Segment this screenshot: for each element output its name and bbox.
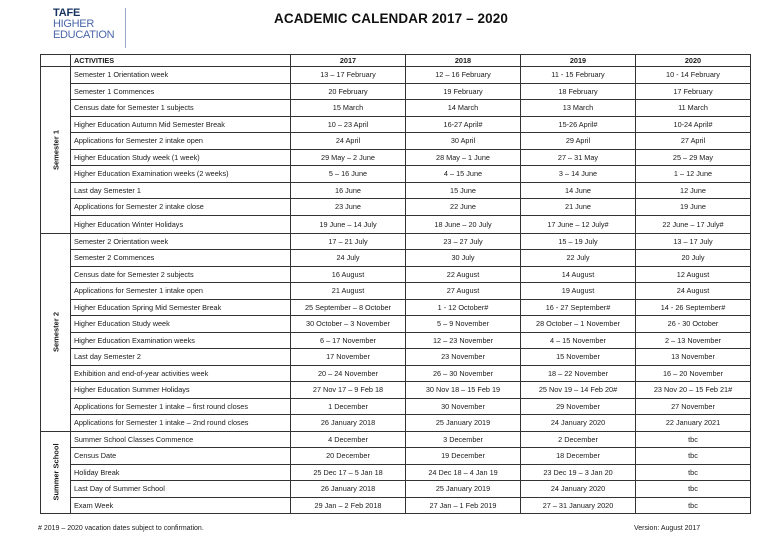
table-row: [41, 431, 751, 448]
activity-cell: Applications for Semester 1 intake – first round closes: [71, 398, 291, 415]
activity-cell: Applications for Semester 1 intake – 2nd round closes: [71, 415, 291, 432]
activity-cell: Semester 1 Orientation week: [71, 67, 291, 84]
date-cell: 14 June: [521, 182, 636, 199]
table-row: [41, 398, 751, 415]
table-row: [41, 349, 751, 366]
date-cell: 30 October – 3 November: [291, 316, 406, 333]
date-cell: 18 February: [521, 83, 636, 100]
table-header-row: [41, 55, 751, 67]
date-cell: 24 July: [291, 250, 406, 267]
date-cell: tbc: [636, 464, 751, 481]
date-cell: 15-26 April#: [521, 116, 636, 133]
date-cell: tbc: [636, 448, 751, 465]
table-row: [41, 448, 751, 465]
date-cell: 16 August: [291, 266, 406, 283]
page-title: ACADEMIC CALENDAR 2017 – 2020: [274, 11, 508, 26]
activity-cell: Last day Semester 2: [71, 349, 291, 366]
date-cell: 4 – 15 June: [406, 166, 521, 183]
activity-cell: Higher Education Summer Holidays: [71, 382, 291, 399]
date-cell: 20 February: [291, 83, 406, 100]
date-cell: 24 April: [291, 133, 406, 150]
date-cell: 14 August: [521, 266, 636, 283]
date-cell: 10 – 23 April: [291, 116, 406, 133]
header-2019: 2019: [521, 55, 636, 67]
table-row: [41, 166, 751, 183]
activity-cell: Higher Education Study week: [71, 316, 291, 333]
date-cell: 21 August: [291, 283, 406, 300]
date-cell: 25 January 2019: [406, 415, 521, 432]
header-blank: [41, 55, 71, 67]
date-cell: 19 June: [636, 199, 751, 216]
date-cell: 19 February: [406, 83, 521, 100]
header-2018: 2018: [406, 55, 521, 67]
activity-cell: Census Date: [71, 448, 291, 465]
date-cell: 25 – 29 May: [636, 149, 751, 166]
date-cell: 17 February: [636, 83, 751, 100]
logo-line-2: HIGHER: [53, 18, 94, 30]
date-cell: 13 March: [521, 100, 636, 117]
activity-cell: Higher Education Examination weeks: [71, 332, 291, 349]
activity-cell: Higher Education Autumn Mid Semester Break: [71, 116, 291, 133]
table-row: [41, 497, 751, 514]
date-cell: 16 – 20 November: [636, 365, 751, 382]
date-cell: 26 January 2018: [291, 415, 406, 432]
activity-cell: Applications for Semester 2 intake close: [71, 199, 291, 216]
date-cell: 28 October – 1 November: [521, 316, 636, 333]
date-cell: 2 – 13 November: [636, 332, 751, 349]
date-cell: 26 January 2018: [291, 481, 406, 498]
table-row: [41, 365, 751, 382]
date-cell: 22 June: [406, 199, 521, 216]
section-label-text: Summer School: [51, 443, 60, 501]
date-cell: 25 January 2019: [406, 481, 521, 498]
date-cell: 29 April: [521, 133, 636, 150]
activity-cell: Higher Education Winter Holidays: [71, 215, 291, 233]
activity-cell: Semester 2 Orientation week: [71, 233, 291, 250]
date-cell: 17 June – 12 July#: [521, 215, 636, 233]
date-cell: 20 July: [636, 250, 751, 267]
date-cell: 11 March: [636, 100, 751, 117]
date-cell: 3 – 14 June: [521, 166, 636, 183]
activity-cell: Higher Education Study week (1 week): [71, 149, 291, 166]
date-cell: 17 – 21 July: [291, 233, 406, 250]
section-label: [41, 67, 71, 234]
date-cell: 5 – 16 June: [291, 166, 406, 183]
table-row: [41, 481, 751, 498]
date-cell: 19 June – 14 July: [291, 215, 406, 233]
date-cell: 22 August: [406, 266, 521, 283]
date-cell: 10-24 April#: [636, 116, 751, 133]
date-cell: 16 - 27 September#: [521, 299, 636, 316]
date-cell: 23 – 27 July: [406, 233, 521, 250]
date-cell: 27 August: [406, 283, 521, 300]
logo-divider: [125, 8, 126, 48]
date-cell: 30 July: [406, 250, 521, 267]
activity-cell: Semester 1 Commences: [71, 83, 291, 100]
activity-cell: Exam Week: [71, 497, 291, 514]
table-row: [41, 415, 751, 432]
date-cell: 16-27 April#: [406, 116, 521, 133]
date-cell: 1 December: [291, 398, 406, 415]
section-label-text: Semester 1: [51, 129, 60, 170]
date-cell: 22 January 2021: [636, 415, 751, 432]
date-cell: 23 June: [291, 199, 406, 216]
date-cell: 15 March: [291, 100, 406, 117]
logo-line-3: EDUCATION: [53, 29, 115, 41]
date-cell: 12 – 23 November: [406, 332, 521, 349]
section-label: [41, 233, 71, 431]
date-cell: 22 June – 17 July#: [636, 215, 751, 233]
date-cell: 25 September – 8 October: [291, 299, 406, 316]
table-row: [41, 250, 751, 267]
date-cell: 18 – 22 November: [521, 365, 636, 382]
date-cell: 11 - 15 February: [521, 67, 636, 84]
date-cell: 2 December: [521, 431, 636, 448]
section-label-text: Semester 2: [51, 311, 60, 353]
activity-cell: Higher Education Spring Mid Semester Break: [71, 299, 291, 316]
table-row: [41, 316, 751, 333]
date-cell: 23 Nov 20 – 15 Feb 21#: [636, 382, 751, 399]
date-cell: 30 April: [406, 133, 521, 150]
date-cell: 27 Nov 17 – 9 Feb 18: [291, 382, 406, 399]
header-2020: 2020: [636, 55, 751, 67]
date-cell: 4 December: [291, 431, 406, 448]
table-row: [41, 464, 751, 481]
table-row: [41, 299, 751, 316]
date-cell: tbc: [636, 497, 751, 514]
table-row: [41, 100, 751, 117]
date-cell: 17 November: [291, 349, 406, 366]
date-cell: 15 November: [521, 349, 636, 366]
date-cell: 27 Jan – 1 Feb 2019: [406, 497, 521, 514]
table-row: [41, 233, 751, 250]
logo-line-1: TAFE: [53, 7, 81, 19]
academic-calendar-table: [40, 54, 751, 514]
version-label: Version: August 2017: [634, 525, 701, 532]
date-cell: 30 November: [406, 398, 521, 415]
activity-cell: Semester 2 Commences: [71, 250, 291, 267]
table-row: [41, 215, 751, 233]
date-cell: 26 – 30 November: [406, 365, 521, 382]
date-cell: 6 – 17 November: [291, 332, 406, 349]
activity-cell: Census date for Semester 2 subjects: [71, 266, 291, 283]
date-cell: 15 June: [406, 182, 521, 199]
activity-cell: Last day Semester 1: [71, 182, 291, 199]
date-cell: 1 – 12 June: [636, 166, 751, 183]
date-cell: 29 May – 2 June: [291, 149, 406, 166]
activity-cell: Summer School Classes Commence: [71, 431, 291, 448]
activity-cell: Applications for Semester 2 intake open: [71, 133, 291, 150]
table-row: [41, 67, 751, 84]
table-row: [41, 149, 751, 166]
date-cell: 15 – 19 July: [521, 233, 636, 250]
date-cell: 29 Jan – 2 Feb 2018: [291, 497, 406, 514]
date-cell: 23 November: [406, 349, 521, 366]
date-cell: 20 December: [291, 448, 406, 465]
footnote: # 2019 – 2020 vacation dates subject to confirmation.: [38, 525, 204, 532]
table-row: [41, 83, 751, 100]
date-cell: 19 August: [521, 283, 636, 300]
date-cell: 12 August: [636, 266, 751, 283]
table-row: [41, 332, 751, 349]
table-row: [41, 382, 751, 399]
activity-cell: Last Day of Summer School: [71, 481, 291, 498]
header-2017: 2017: [291, 55, 406, 67]
date-cell: 25 Dec 17 – 5 Jan 18: [291, 464, 406, 481]
date-cell: 30 Nov 18 – 15 Feb 19: [406, 382, 521, 399]
date-cell: 20 – 24 November: [291, 365, 406, 382]
date-cell: 26 - 30 October: [636, 316, 751, 333]
date-cell: 13 November: [636, 349, 751, 366]
table-row: [41, 199, 751, 216]
activity-cell: Census date for Semester 1 subjects: [71, 100, 291, 117]
date-cell: 21 June: [521, 199, 636, 216]
date-cell: 3 December: [406, 431, 521, 448]
date-cell: tbc: [636, 481, 751, 498]
date-cell: 13 – 17 February: [291, 67, 406, 84]
table-row: [41, 283, 751, 300]
date-cell: 5 – 9 November: [406, 316, 521, 333]
date-cell: 27 – 31 January 2020: [521, 497, 636, 514]
date-cell: 4 – 15 November: [521, 332, 636, 349]
table-row: [41, 266, 751, 283]
date-cell: 10 - 14 February: [636, 67, 751, 84]
date-cell: 19 December: [406, 448, 521, 465]
date-cell: 24 January 2020: [521, 481, 636, 498]
date-cell: 1 - 12 October#: [406, 299, 521, 316]
table-row: [41, 116, 751, 133]
date-cell: 12 June: [636, 182, 751, 199]
date-cell: 22 July: [521, 250, 636, 267]
activity-cell: Applications for Semester 1 intake open: [71, 283, 291, 300]
header-activities: ACTIVITIES: [71, 55, 291, 67]
date-cell: 24 August: [636, 283, 751, 300]
date-cell: 28 May – 1 June: [406, 149, 521, 166]
date-cell: 16 June: [291, 182, 406, 199]
date-cell: 12 – 16 February: [406, 67, 521, 84]
date-cell: 27 November: [636, 398, 751, 415]
date-cell: 24 Dec 18 – 4 Jan 19: [406, 464, 521, 481]
date-cell: 27 April: [636, 133, 751, 150]
date-cell: tbc: [636, 431, 751, 448]
table-row: [41, 182, 751, 199]
date-cell: 14 - 26 September#: [636, 299, 751, 316]
section-label: [41, 431, 71, 514]
date-cell: 27 – 31 May: [521, 149, 636, 166]
table-row: [41, 133, 751, 150]
date-cell: 25 Nov 19 – 14 Feb 20#: [521, 382, 636, 399]
tafe-logo: [53, 8, 133, 48]
activity-cell: Exhibition and end-of-year activities week: [71, 365, 291, 382]
date-cell: 23 Dec 19 – 3 Jan 20: [521, 464, 636, 481]
date-cell: 18 December: [521, 448, 636, 465]
date-cell: 18 June – 20 July: [406, 215, 521, 233]
date-cell: 29 November: [521, 398, 636, 415]
date-cell: 24 January 2020: [521, 415, 636, 432]
date-cell: 13 – 17 July: [636, 233, 751, 250]
activity-cell: Higher Education Examination weeks (2 weeks): [71, 166, 291, 183]
activity-cell: Holiday Break: [71, 464, 291, 481]
date-cell: 14 March: [406, 100, 521, 117]
